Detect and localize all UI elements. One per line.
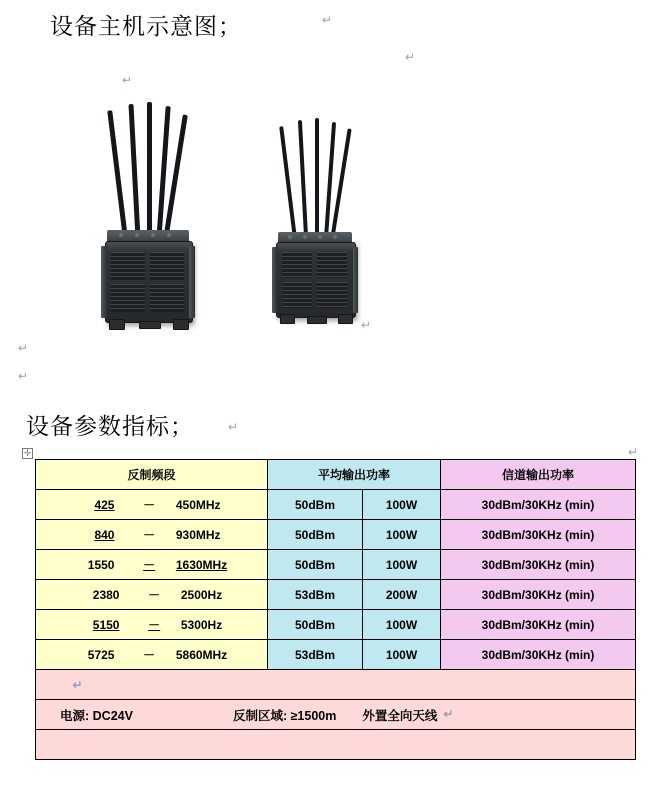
device-foot <box>307 316 327 324</box>
parameters-table <box>35 459 636 760</box>
table-move-handle[interactable]: ✛ <box>23 448 32 458</box>
connector-knob <box>135 233 139 237</box>
connector-knob <box>318 235 322 239</box>
side-rail <box>101 246 107 318</box>
cell-total-power: 100W <box>363 520 441 550</box>
table-row <box>36 640 636 670</box>
antenna-rod <box>279 126 297 238</box>
cell-total-power: 100W <box>363 550 441 580</box>
paragraph-mark-icon: ↵ <box>122 73 133 87</box>
device-foot <box>280 314 295 324</box>
heatsink-fins <box>150 252 184 280</box>
footer-info-cell <box>36 700 636 730</box>
table-row <box>36 550 636 580</box>
device-foot <box>109 319 125 330</box>
antenna-rod <box>315 118 319 238</box>
heatsink-fins <box>282 282 312 308</box>
side-rail <box>272 247 277 313</box>
band-dash: － <box>143 528 156 542</box>
cell-channel-power: 30dBm/30KHz (min) <box>441 580 636 610</box>
table-row <box>36 580 636 610</box>
paragraph-mark-icon: ↵ <box>628 445 639 459</box>
cell-avg-power: 53dBm <box>268 640 363 670</box>
table-row <box>36 490 636 520</box>
band-start: 1550 <box>87 558 115 572</box>
heatsink-fins <box>111 284 145 312</box>
side-rail <box>189 246 195 318</box>
cell-total-power: 100W <box>363 610 441 640</box>
cell-channel-power: 30dBm/30KHz (min) <box>441 640 636 670</box>
cell-avg-power: 53dBm <box>268 580 363 610</box>
cell-avg-power: 50dBm <box>268 490 363 520</box>
band-end: 2500Hz <box>180 588 223 602</box>
page-title-device-diagram: 设备主机示意图； <box>50 14 242 39</box>
cell-band <box>36 610 268 640</box>
device-foot <box>139 321 161 329</box>
table-footer-spacer-row <box>36 670 636 700</box>
band-dash: － <box>143 648 156 662</box>
jamming-range-label: 反制区域: ≥1500m <box>232 708 337 723</box>
cell-total-power: 100W <box>363 640 441 670</box>
power-supply-label: 电源: DC24V <box>60 708 133 723</box>
connector-knob <box>119 233 123 237</box>
device-illustration-left <box>95 100 210 335</box>
band-dash: － <box>143 498 156 512</box>
band-dash: － <box>148 618 161 632</box>
cell-band <box>36 490 268 520</box>
band-start: 425 <box>94 498 115 512</box>
band-end: 450MHz <box>175 498 221 512</box>
device-illustration-right <box>268 112 373 327</box>
paragraph-mark-icon: ↵ <box>228 420 239 434</box>
band-end: 5860MHz <box>175 648 228 662</box>
connector-knob <box>151 233 155 237</box>
cell-channel-power: 30dBm/30KHz (min) <box>441 490 636 520</box>
device-foot <box>338 314 353 324</box>
cell-channel-power: 30dBm/30KHz (min) <box>441 550 636 580</box>
band-dash: － <box>143 558 156 572</box>
table-footer-empty-row <box>36 730 636 760</box>
column-header-band: 反制频段 <box>36 460 268 490</box>
band-end: 930MHz <box>175 528 221 542</box>
footer-spacer-cell <box>36 670 636 700</box>
cell-band <box>36 580 268 610</box>
cell-avg-power: 50dBm <box>268 550 363 580</box>
heatsink-fins <box>317 282 347 308</box>
footer-empty-cell <box>36 730 636 760</box>
paragraph-mark-icon: ↵ <box>18 369 29 383</box>
antenna-rod <box>147 102 152 240</box>
cell-avg-power: 50dBm <box>268 610 363 640</box>
cell-total-power: 200W <box>363 580 441 610</box>
antenna-rod <box>107 110 128 238</box>
cell-band <box>36 640 268 670</box>
page-title-parameters: 设备参数指标； <box>26 414 194 439</box>
heatsink-fins <box>150 284 184 312</box>
side-rail <box>353 247 358 313</box>
cell-channel-power: 30dBm/30KHz (min) <box>441 610 636 640</box>
column-header-avg-power: 平均输出功率 <box>268 460 441 490</box>
antenna-rod <box>128 104 140 239</box>
connector-knob <box>167 233 171 237</box>
connector-knob <box>333 235 337 239</box>
connector-knob <box>288 235 292 239</box>
antenna-rod <box>298 120 308 238</box>
paragraph-mark-icon: ↵ <box>322 13 333 27</box>
heatsink-fins <box>317 252 347 278</box>
cell-channel-power: 30dBm/30KHz (min) <box>441 520 636 550</box>
band-start: 2380 <box>92 588 120 602</box>
connector-knob <box>303 235 307 239</box>
band-start: 5725 <box>87 648 115 662</box>
table-header-row <box>36 460 636 490</box>
heatsink-fins <box>282 252 312 278</box>
cell-total-power: 100W <box>363 490 441 520</box>
cell-band <box>36 550 268 580</box>
paragraph-mark-icon: ↵ <box>18 341 29 355</box>
band-end: 1630MHz <box>175 558 228 572</box>
paragraph-mark-icon: ↵ <box>405 50 416 64</box>
paragraph-mark-icon: ↵ <box>443 706 454 721</box>
paragraph-mark-icon: ↵ <box>72 677 83 692</box>
cell-band <box>36 520 268 550</box>
column-header-channel-power: 信道输出功率 <box>441 460 636 490</box>
band-start: 5150 <box>92 618 120 632</box>
band-start: 840 <box>94 528 115 542</box>
table-footer-info-row <box>36 700 636 730</box>
table-row <box>36 610 636 640</box>
device-foot <box>173 319 189 330</box>
band-dash: － <box>148 588 161 602</box>
cell-avg-power: 50dBm <box>268 520 363 550</box>
heatsink-fins <box>111 252 145 280</box>
paragraph-mark-icon: ↵ <box>361 318 372 332</box>
band-end: 5300Hz <box>180 618 223 632</box>
table-row <box>36 520 636 550</box>
antenna-type-label: 外置全向天线 <box>362 708 438 723</box>
parameters-table-wrapper <box>35 459 635 760</box>
